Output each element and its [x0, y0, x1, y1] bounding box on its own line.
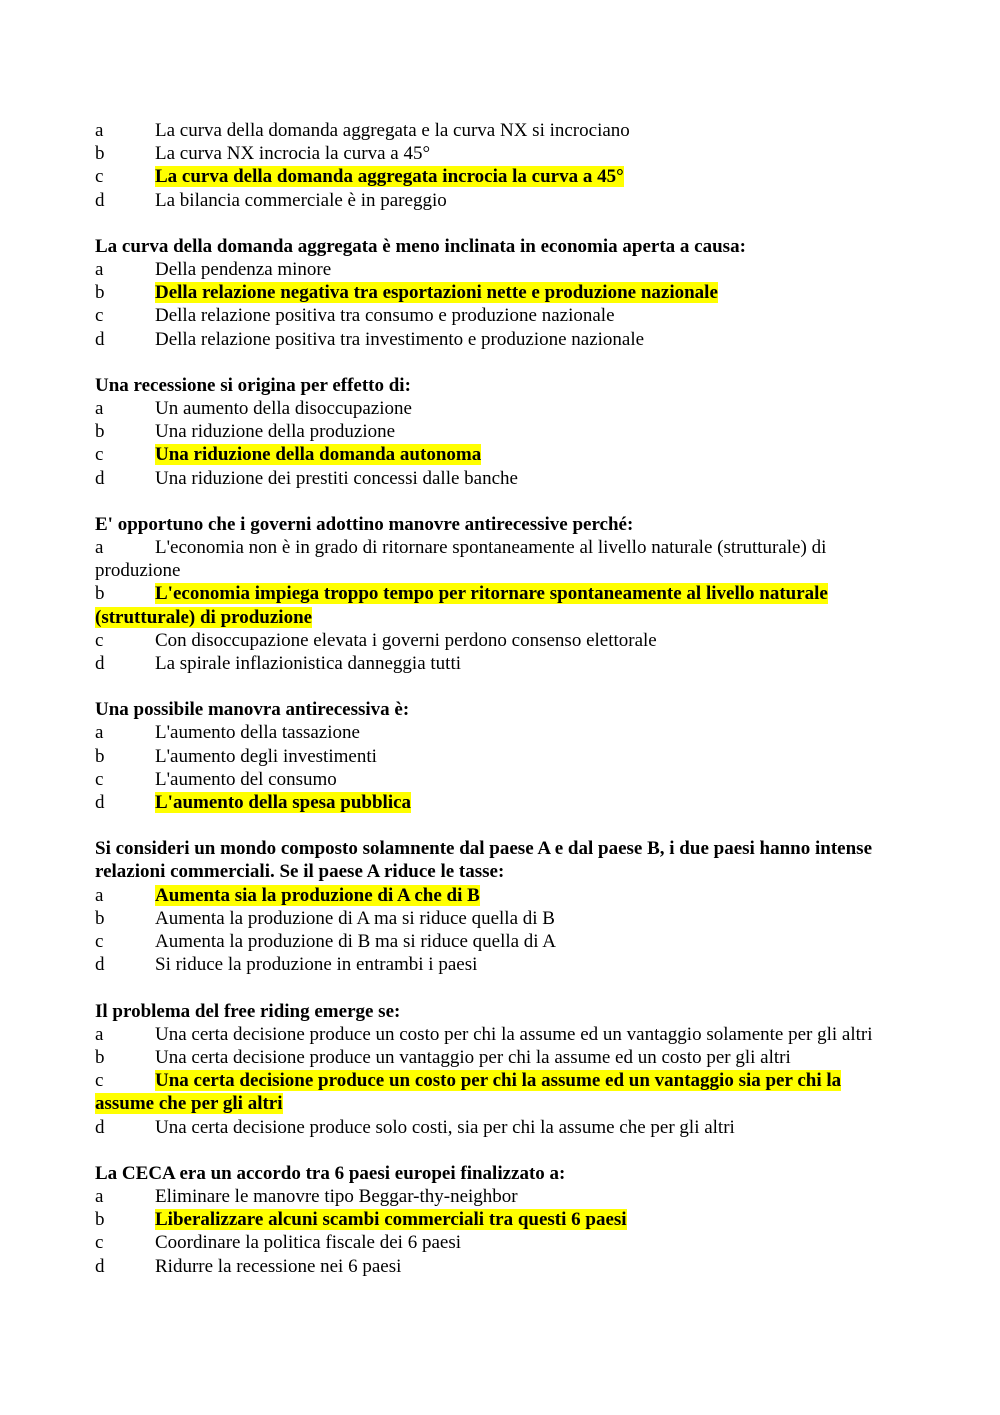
- option-text: L'aumento della tassazione: [155, 722, 360, 744]
- option-text: Aumenta la produzione di A ma si riduce quella di B: [155, 907, 555, 929]
- answer-option: [95, 1046, 895, 1069]
- option-letter: b: [95, 745, 105, 767]
- correct-answer-option: [95, 1069, 895, 1115]
- option-letter: d: [95, 1116, 105, 1138]
- question-text: La CECA era un accordo tra 6 paesi europei finalizzato a:: [95, 1162, 566, 1184]
- answer-option: [95, 258, 895, 281]
- option-text: Una certa decisione produce un vantaggio per chi la assume ed un costo per gli altri: [155, 1046, 791, 1068]
- option-letter: a: [95, 1185, 104, 1207]
- option-letter: a: [95, 1023, 104, 1045]
- answer-option: [95, 1231, 895, 1254]
- option-letter: b: [95, 282, 105, 304]
- option-letter: a: [95, 722, 104, 744]
- answer-option: [95, 467, 895, 490]
- option-text: La bilancia commerciale è in pareggio: [155, 189, 447, 211]
- option-letter: c: [95, 444, 104, 466]
- question-block: [95, 1000, 895, 1139]
- question-text: Una possibile manovra antirecessiva è:: [95, 699, 410, 721]
- highlighted-answer-text: L'economia impiega troppo tempo per ritornare spontaneamente al livello naturale (strutturale) di produzione: [95, 583, 828, 628]
- option-text: L'aumento del consumo: [155, 768, 337, 790]
- option-text: L'aumento degli investimenti: [155, 745, 377, 767]
- question-text: Il problema del free riding emerge se:: [95, 1000, 401, 1022]
- answer-option: [95, 304, 895, 327]
- question-text: La curva della domanda aggregata è meno inclinata in economia aperta a causa:: [95, 235, 746, 257]
- option-letter: d: [95, 189, 105, 211]
- correct-answer-option: [95, 884, 895, 907]
- option-letter: a: [95, 120, 104, 141]
- answer-option: [95, 536, 895, 582]
- answer-option: [95, 328, 895, 351]
- quiz-document: [95, 119, 895, 1301]
- option-letter: c: [95, 1232, 104, 1254]
- highlighted-answer-text: L'aumento della spesa pubblica: [155, 792, 412, 814]
- correct-answer-option: [95, 582, 895, 628]
- option-text: Eliminare le manovre tipo Beggar-thy-neighbor: [155, 1185, 518, 1207]
- option-text: Una certa decisione produce solo costi, sia per chi la assume che per gli altri: [155, 1116, 735, 1138]
- option-text: Coordinare la politica fiscale dei 6 paesi: [155, 1232, 461, 1254]
- answer-option: [95, 721, 895, 744]
- option-letter: c: [95, 629, 104, 651]
- option-letter: b: [95, 143, 105, 165]
- highlighted-answer-text: Della relazione negativa tra esportazioni nette e produzione nazionale: [155, 282, 718, 304]
- option-text: La curva della domanda aggregata e la curva NX si incrociano: [155, 120, 630, 141]
- answer-option: [95, 119, 895, 142]
- option-letter: c: [95, 1070, 104, 1092]
- option-letter: c: [95, 768, 104, 790]
- answer-option: [95, 953, 895, 976]
- option-text: Una certa decisione produce un costo per chi la assume ed un vantaggio solamente per gli altri: [155, 1023, 873, 1045]
- correct-answer-option: [95, 165, 895, 188]
- question-block: [95, 235, 895, 351]
- option-text: La curva NX incrocia la curva a 45°: [155, 143, 431, 165]
- answer-option: [95, 1116, 895, 1139]
- question-block: [95, 1162, 895, 1278]
- answer-option: [95, 907, 895, 930]
- answer-option: [95, 745, 895, 768]
- option-letter: a: [95, 884, 104, 906]
- option-letter: d: [95, 467, 105, 489]
- highlighted-answer-text: Aumenta sia la produzione di A che di B: [155, 884, 480, 906]
- option-text: L'economia non è in grado di ritornare spontaneamente al livello naturale (strutturale) di produzione: [95, 537, 827, 582]
- option-letter: d: [95, 328, 105, 350]
- option-text: Una riduzione della produzione: [155, 421, 396, 443]
- option-letter: d: [95, 1255, 105, 1277]
- answer-option: [95, 420, 895, 443]
- correct-answer-option: [95, 1208, 895, 1231]
- option-letter: b: [95, 907, 105, 929]
- answer-option: [95, 652, 895, 675]
- question-block: [95, 837, 895, 976]
- option-letter: c: [95, 931, 104, 953]
- option-text: Della pendenza minore: [155, 259, 332, 281]
- answer-option: [95, 768, 895, 791]
- option-letter: d: [95, 653, 105, 675]
- option-text: La spirale inflazionistica danneggia tutti: [155, 653, 462, 675]
- option-text: Si riduce la produzione in entrambi i paesi: [155, 954, 478, 976]
- question-block: [95, 513, 895, 675]
- question-text: E' opportuno che i governi adottino manovre antirecessive perché:: [95, 513, 634, 535]
- option-letter: d: [95, 954, 105, 976]
- correct-answer-option: [95, 281, 895, 304]
- highlighted-answer-text: Liberalizzare alcuni scambi commerciali tra questi 6 paesi: [155, 1209, 627, 1231]
- option-text: Un aumento della disoccupazione: [155, 398, 412, 420]
- option-text: Aumenta la produzione di B ma si riduce quella di A: [155, 931, 557, 953]
- option-letter: a: [95, 398, 104, 420]
- answer-option: [95, 1255, 895, 1278]
- option-letter: b: [95, 1046, 105, 1068]
- highlighted-answer-text: La curva della domanda aggregata incrocia la curva a 45°: [155, 166, 624, 188]
- answer-option: [95, 397, 895, 420]
- option-letter: c: [95, 305, 104, 327]
- option-text: Con disoccupazione elevata i governi perdono consenso elettorale: [155, 629, 657, 651]
- question-text: Una recessione si origina per effetto di:: [95, 374, 411, 396]
- correct-answer-option: [95, 791, 895, 814]
- option-text: Una riduzione dei prestiti concessi dalle banche: [155, 467, 518, 489]
- option-text: Ridurre la recessione nei 6 paesi: [155, 1255, 402, 1277]
- option-letter: b: [95, 583, 105, 605]
- option-letter: a: [95, 259, 104, 281]
- answer-option: [95, 629, 895, 652]
- answer-option: [95, 189, 895, 212]
- option-text: Della relazione positiva tra investimento e produzione nazionale: [155, 328, 645, 350]
- option-letter: c: [95, 166, 104, 188]
- highlighted-answer-text: Una riduzione della domanda autonoma: [155, 444, 482, 466]
- question-block: [95, 119, 895, 212]
- answer-option: [95, 142, 895, 165]
- correct-answer-option: [95, 443, 895, 466]
- question-text: Si consideri un mondo composto solamnente dal paese A e dal paese B, i due paesi hanno intense relazioni commerciali. Se il paese A riduce le tasse:: [95, 838, 872, 883]
- option-letter: b: [95, 1209, 105, 1231]
- highlighted-answer-text: Una certa decisione produce un costo per chi la assume ed un vantaggio sia per chi la assume che per gli altri: [95, 1070, 842, 1115]
- option-text: Della relazione positiva tra consumo e produzione nazionale: [155, 305, 615, 327]
- question-block: [95, 374, 895, 490]
- option-letter: b: [95, 421, 105, 443]
- option-letter: d: [95, 792, 105, 814]
- answer-option: [95, 930, 895, 953]
- option-letter: a: [95, 537, 104, 559]
- answer-option: [95, 1185, 895, 1208]
- question-block: [95, 698, 895, 814]
- answer-option: [95, 1023, 895, 1046]
